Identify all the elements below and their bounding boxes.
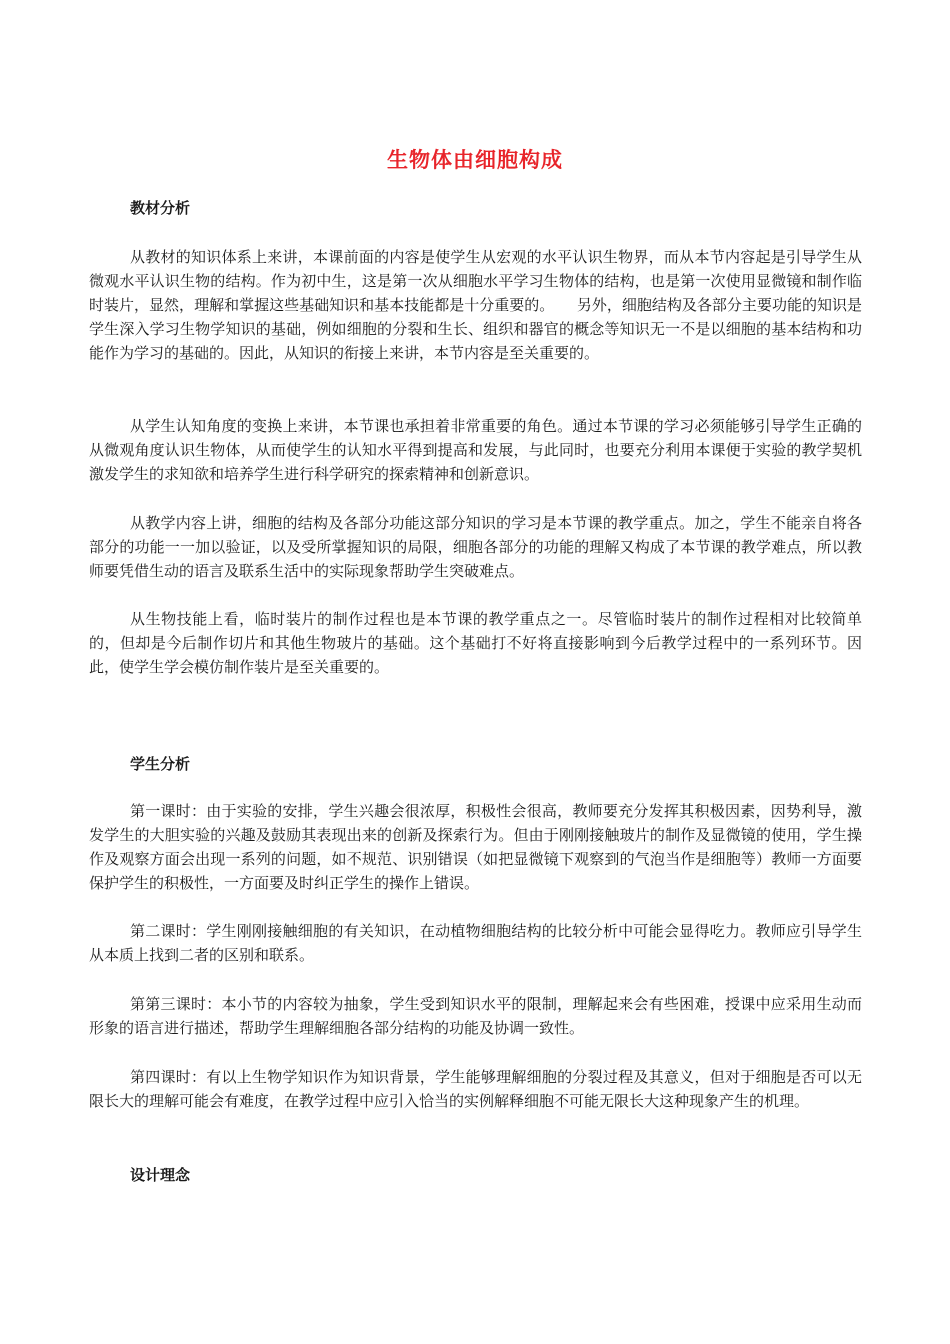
document-title: 生物体由细胞构成 — [387, 148, 563, 172]
paragraph: 从教学内容上讲，细胞的结构及各部分功能这部分知识的学习是本节课的教学重点。加之，学生不能亲自将各部分的功能一一加以验证，以及受所掌握知识的局限，细胞各部分的功能的理解又构成了本节课的教学难点，所以教师要凭借生动的语言及联系生活中的实际现象帮助学生突破难点。 — [89, 514, 862, 580]
paragraph: 第第三课时：本小节的内容较为抽象，学生受到知识水平的限制，理解起来会有些困难，授课中应采用生动而形象的语言进行描述，帮助学生理解细胞各部分结构的功能及协调一致性。 — [89, 995, 862, 1037]
paragraph: 第一课时：由于实验的安排，学生兴趣会很浓厚，积极性会很高，教师要充分发挥其积极因素，因势利导，激发学生的大胆实验的兴趣及鼓励其表现出来的创新及探索行为。但由于刚刚接触玻片的制作及显微镜的使用，学生操作及观察方面会出现一系列的问题，如不规范、识别错误（如把显微镜下观察到的气泡当作是细胞等）教师一方面要保护学生的积极性，一方面要及时纠正学生的操作上错误。 — [89, 802, 862, 892]
section-heading-textbook-analysis: 教材分析 — [130, 199, 191, 217]
paragraph: 第二课时：学生刚刚接触细胞的有关知识，在动植物细胞结构的比较分析中可能会显得吃力。教师应引导学生从本质上找到二者的区别和联系。 — [89, 922, 862, 964]
paragraph: 从教材的知识体系上来讲，本课前面的内容是使学生从宏观的水平认识生物界，而从本节内容起是引导学生从微观水平认识生物的结构。作为初中生，这是第一次从细胞水平学习生物体的结构，也是第一次使用显微镜和制作临时装片，显然，理解和掌握这些基础知识和基本技能都是十分重要的。 另外，细胞结构及各部分主要功能的知识是学生深入学习生物学知识的基础，例如细胞的分裂和生长、组织和器官的概念等知识无一不是以细胞的基本结构和功能作为学习的基础的。因此，从知识的衔接上来讲，本节内容是至关重要的。 — [89, 248, 862, 362]
paragraph: 从生物技能上看，临时装片的制作过程也是本节课的教学重点之一。尽管临时装片的制作过程相对比较简单的，但却是今后制作切片和其他生物玻片的基础。这个基础打不好将直接影响到今后教学过程中的一系列环节。因此，使学生学会模仿制作装片是至关重要的。 — [89, 610, 862, 676]
section-heading-student-analysis: 学生分析 — [130, 755, 191, 773]
paragraph: 第四课时：有以上生物学知识作为知识背景，学生能够理解细胞的分裂过程及其意义，但对于细胞是否可以无限长大的理解可能会有难度，在教学过程中应引入恰当的实例解释细胞不可能无限长大这种现象产生的机理。 — [89, 1068, 862, 1110]
paragraph: 从学生认知角度的变换上来讲，本节课也承担着非常重要的角色。通过本节课的学习必须能够引导学生正确的从微观角度认识生物体，从而使学生的认知水平得到提高和发展，与此同时，也要充分利用本课便于实验的教学契机激发学生的求知欲和培养学生进行科学研究的探索精神和创新意识。 — [89, 417, 862, 483]
section-heading-design-concept: 设计理念 — [130, 1166, 191, 1184]
